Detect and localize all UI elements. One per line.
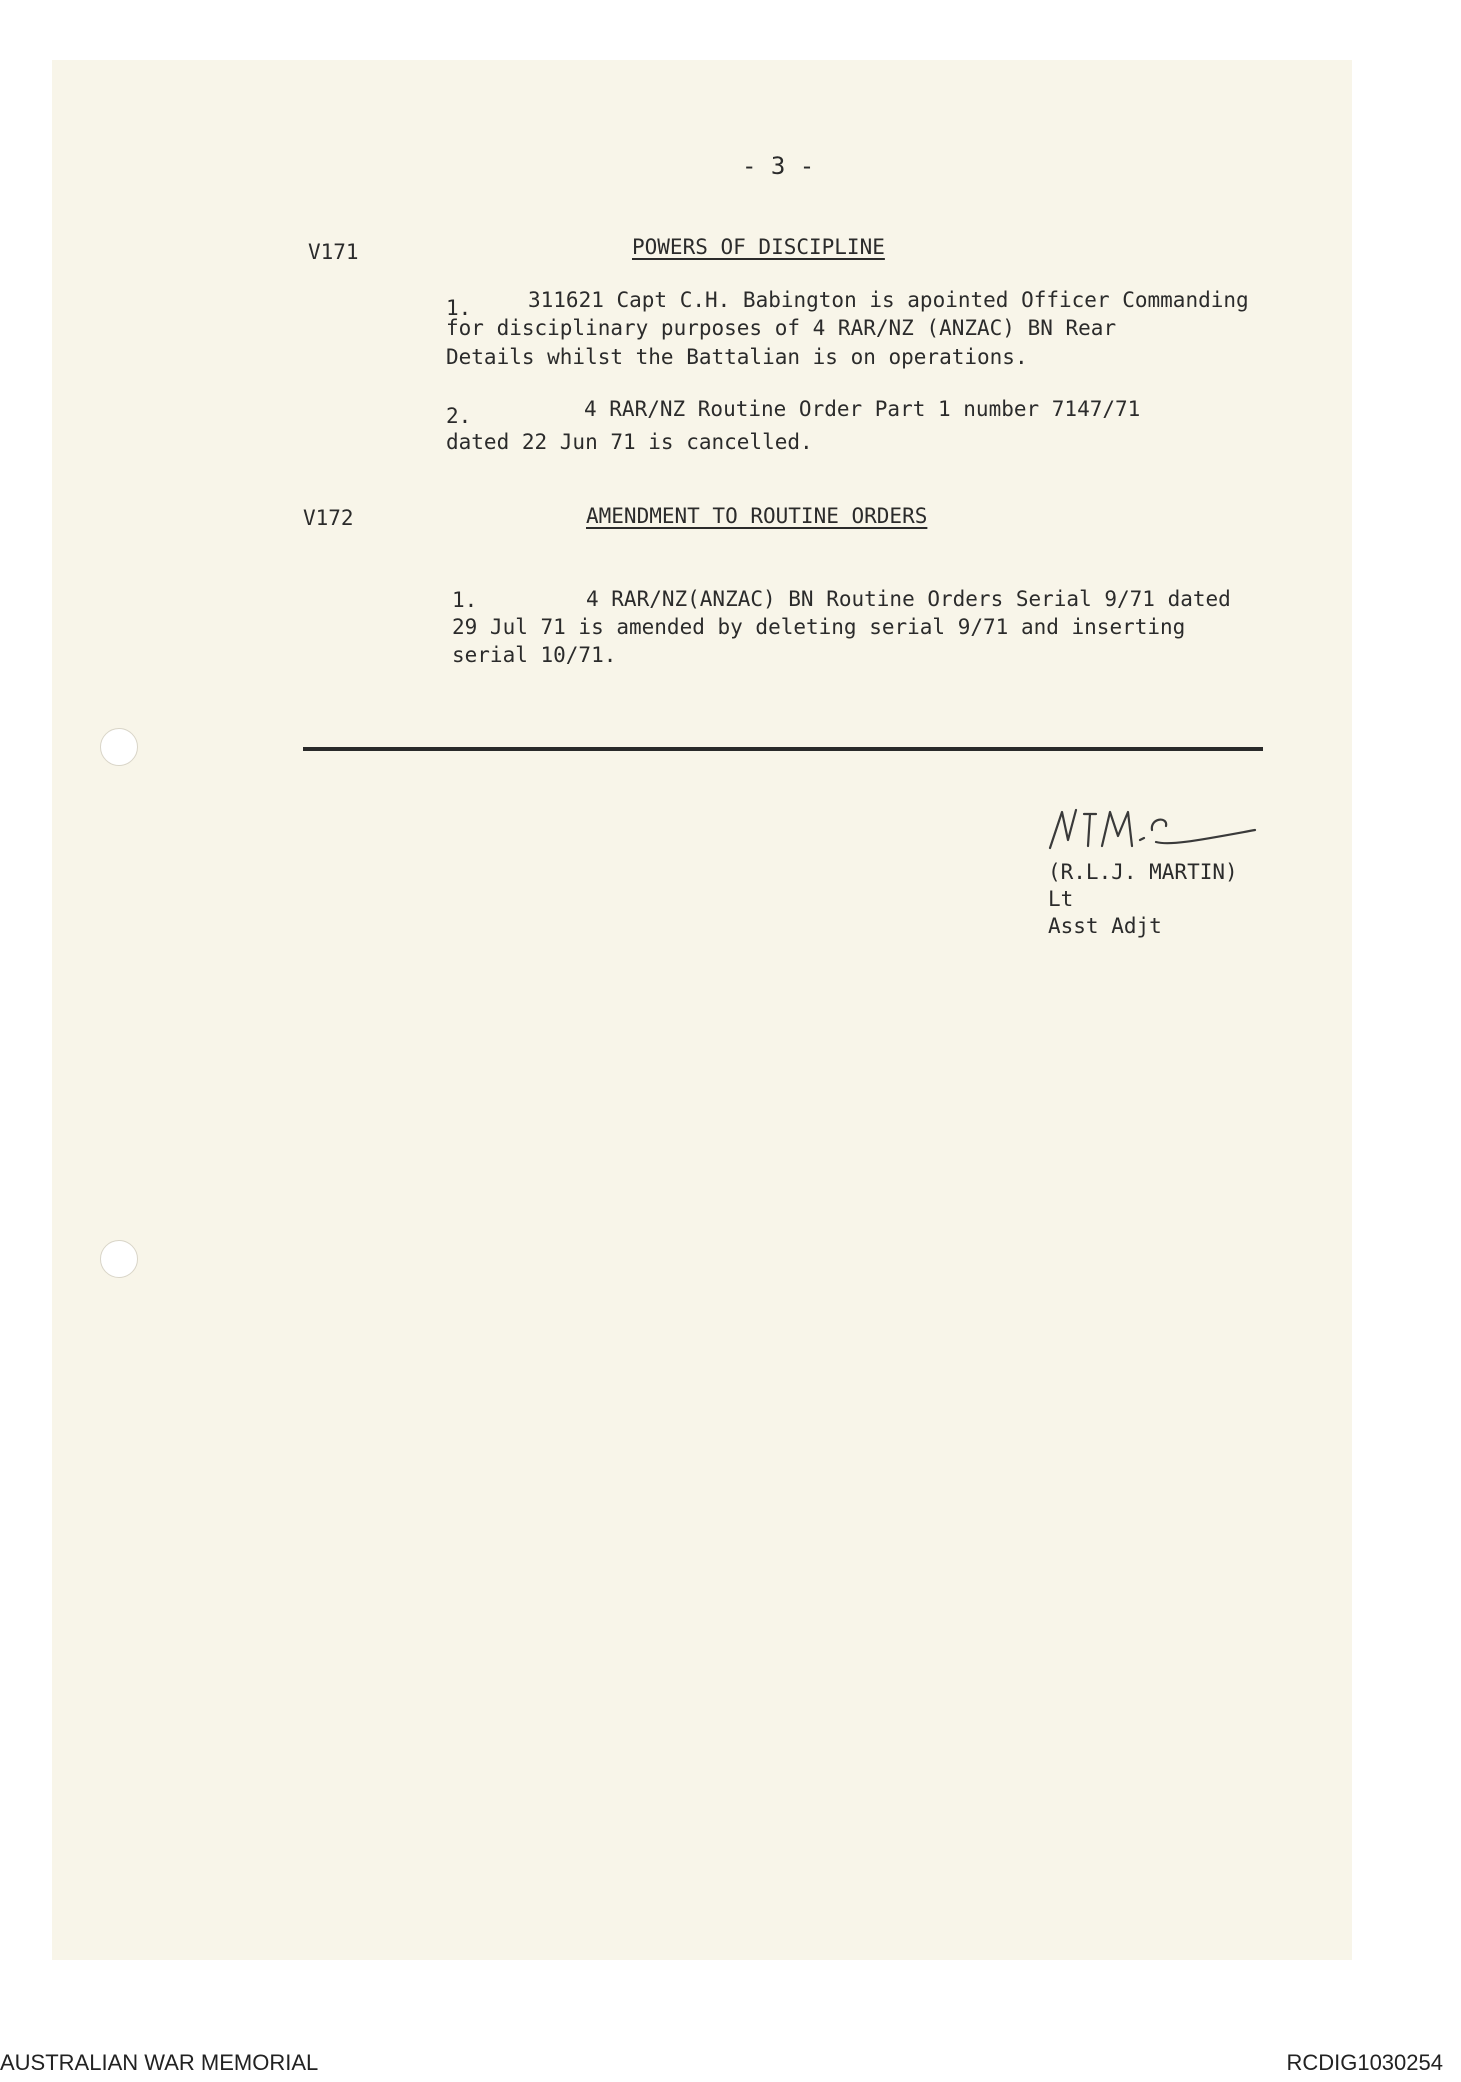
punch-hole bbox=[100, 1240, 138, 1278]
punch-hole bbox=[100, 728, 138, 766]
section-heading: POWERS OF DISCIPLINE bbox=[632, 235, 885, 259]
paragraph-line: 29 Jul 71 is amended by deleting serial 9/71 and inserting bbox=[452, 615, 1186, 639]
footer-archive-name: AUSTRALIAN WAR MEMORIAL bbox=[0, 2050, 319, 2075]
horizontal-rule bbox=[303, 747, 1263, 751]
section-serial: V172 bbox=[303, 506, 354, 530]
paragraph-line: serial 10/71. bbox=[452, 643, 617, 667]
paragraph-number: 2. bbox=[446, 404, 472, 428]
paragraph-line: 311621 Capt C.H. Babington is apointed Officer Commanding bbox=[528, 288, 1249, 312]
footer-reference-id: RCDIG1030254 bbox=[1286, 2050, 1443, 2075]
section-heading: AMENDMENT TO ROUTINE ORDERS bbox=[586, 504, 928, 528]
paragraph-line: 4 RAR/NZ(ANZAC) BN Routine Orders Serial 9/71 dated bbox=[586, 587, 1231, 611]
signatory-name: (R.L.J. MARTIN) bbox=[1048, 860, 1238, 884]
paragraph-line: dated 22 Jun 71 is cancelled. bbox=[446, 430, 813, 454]
page-number: - 3 - bbox=[742, 152, 815, 180]
paragraph-line: Details whilst the Battalian is on operations. bbox=[446, 345, 1028, 369]
signatory-appointment: Asst Adjt bbox=[1048, 914, 1162, 938]
signatory-rank: Lt bbox=[1048, 887, 1074, 911]
paragraph-line: for disciplinary purposes of 4 RAR/NZ (ANZAC) BN Rear bbox=[446, 316, 1117, 340]
paragraph-line: 4 RAR/NZ Routine Order Part 1 number 7147/71 bbox=[584, 397, 1141, 421]
section-serial: V171 bbox=[308, 240, 359, 264]
paragraph-number: 1. bbox=[452, 588, 478, 612]
handwritten-signature bbox=[1040, 800, 1260, 860]
paragraph-number: 1. bbox=[446, 296, 472, 320]
